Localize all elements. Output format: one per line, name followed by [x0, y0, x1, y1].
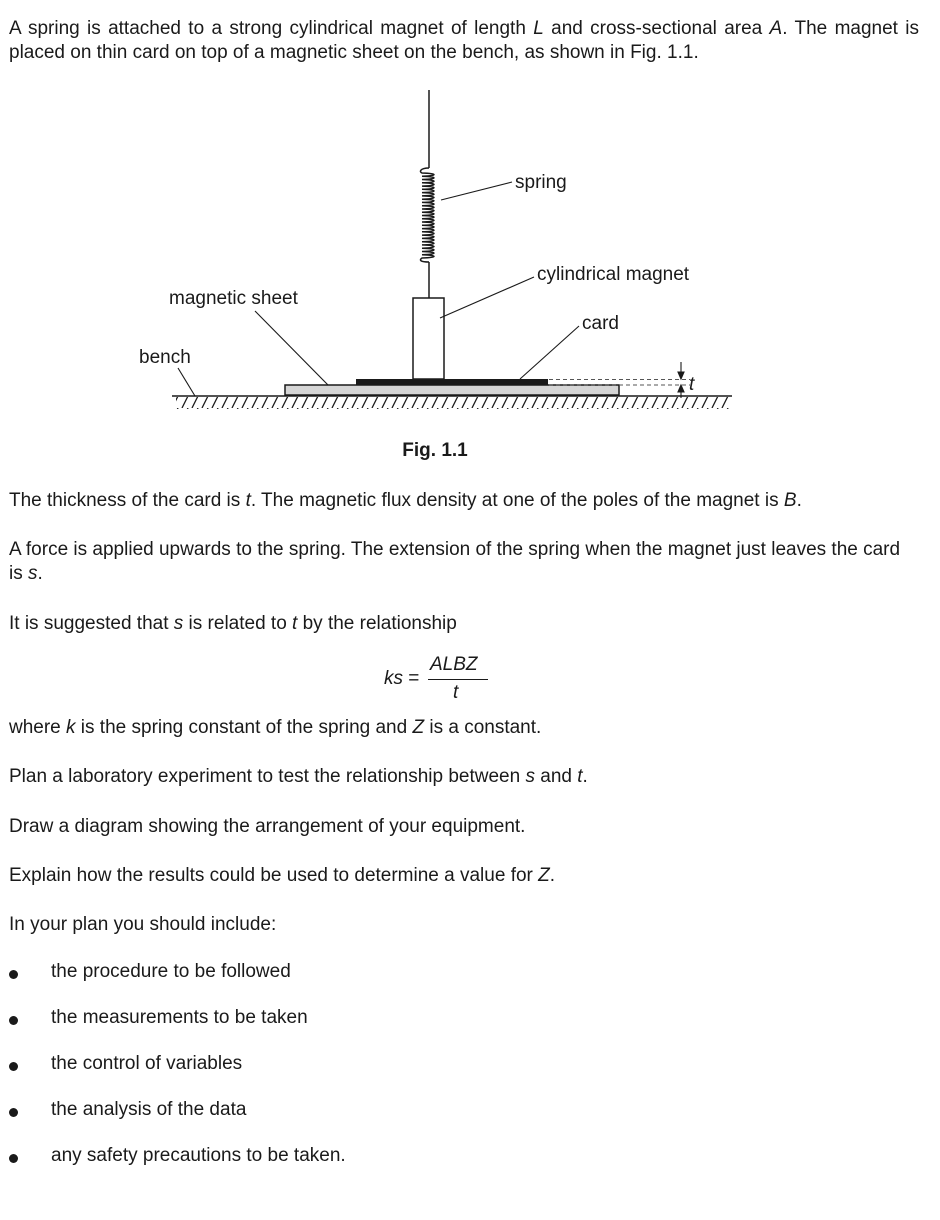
bullet-icon — [9, 1016, 18, 1025]
figure-caption: Fig. 1.1 — [402, 440, 468, 461]
magnetic-sheet — [285, 385, 619, 395]
include-paragraph: In your plan you should include: — [9, 914, 277, 935]
bullet-icon — [9, 1062, 18, 1071]
list-item: the measurements to be taken — [9, 1006, 609, 1030]
bench-label: bench — [139, 347, 191, 368]
sheet-leader — [255, 311, 328, 385]
cylindrical-magnet-label: cylindrical magnet — [537, 264, 690, 285]
where-paragraph: where k is the spring constant of the spring and Z is a constant. — [9, 717, 542, 738]
spring-leader — [441, 182, 512, 200]
list-item: any safety precautions to be taken. — [9, 1144, 609, 1168]
thickness-dashes — [549, 380, 690, 386]
card — [356, 379, 548, 385]
magnetic-sheet-label: magnetic sheet — [169, 288, 298, 309]
equation-numerator: ALBZ — [430, 654, 478, 675]
cylindrical-magnet — [413, 298, 444, 379]
card-leader — [520, 326, 579, 379]
figure-1-1-diagram — [0, 80, 880, 440]
spring — [420, 90, 434, 298]
thickness-label: t — [689, 374, 695, 395]
thickness-paragraph: The thickness of the card is t. The magnetic flux density at one of the poles of the magnet is B. — [9, 490, 802, 511]
bench-surface — [172, 396, 732, 409]
equation-lhs: ks = — [384, 668, 420, 689]
relationship-paragraph: It is suggested that s is related to t by the relationship — [9, 613, 457, 634]
card-label: card — [582, 313, 619, 334]
bench-leader — [178, 368, 195, 396]
bullet-icon — [9, 1108, 18, 1117]
explain-paragraph: Explain how the results could be used to determine a value for Z. — [9, 865, 556, 886]
bullet-icon — [9, 970, 18, 979]
intro-paragraph: A spring is attached to a strong cylindrical magnet of length L and cross-sectional area A. The magnet is placed on thin card on top of a magnetic sheet on the bench, as shown in Fig. 1.1. — [9, 18, 919, 63]
equation-denominator: t — [453, 682, 459, 703]
list-item: the procedure to be followed — [9, 960, 609, 984]
fraction-bar — [428, 679, 488, 680]
draw-paragraph: Draw a diagram showing the arrangement of your equipment. — [9, 816, 526, 837]
spring-label: spring — [515, 172, 567, 193]
force-paragraph: A force is applied upwards to the spring. The extension of the spring when the magnet just leaves the card is s. — [9, 539, 901, 584]
plan-paragraph: Plan a laboratory experiment to test the relationship between s and t. — [9, 766, 588, 787]
list-item: the analysis of the data — [9, 1098, 609, 1122]
magnet-leader — [440, 277, 534, 318]
list-item: the control of variables — [9, 1052, 609, 1076]
bullet-icon — [9, 1154, 18, 1163]
